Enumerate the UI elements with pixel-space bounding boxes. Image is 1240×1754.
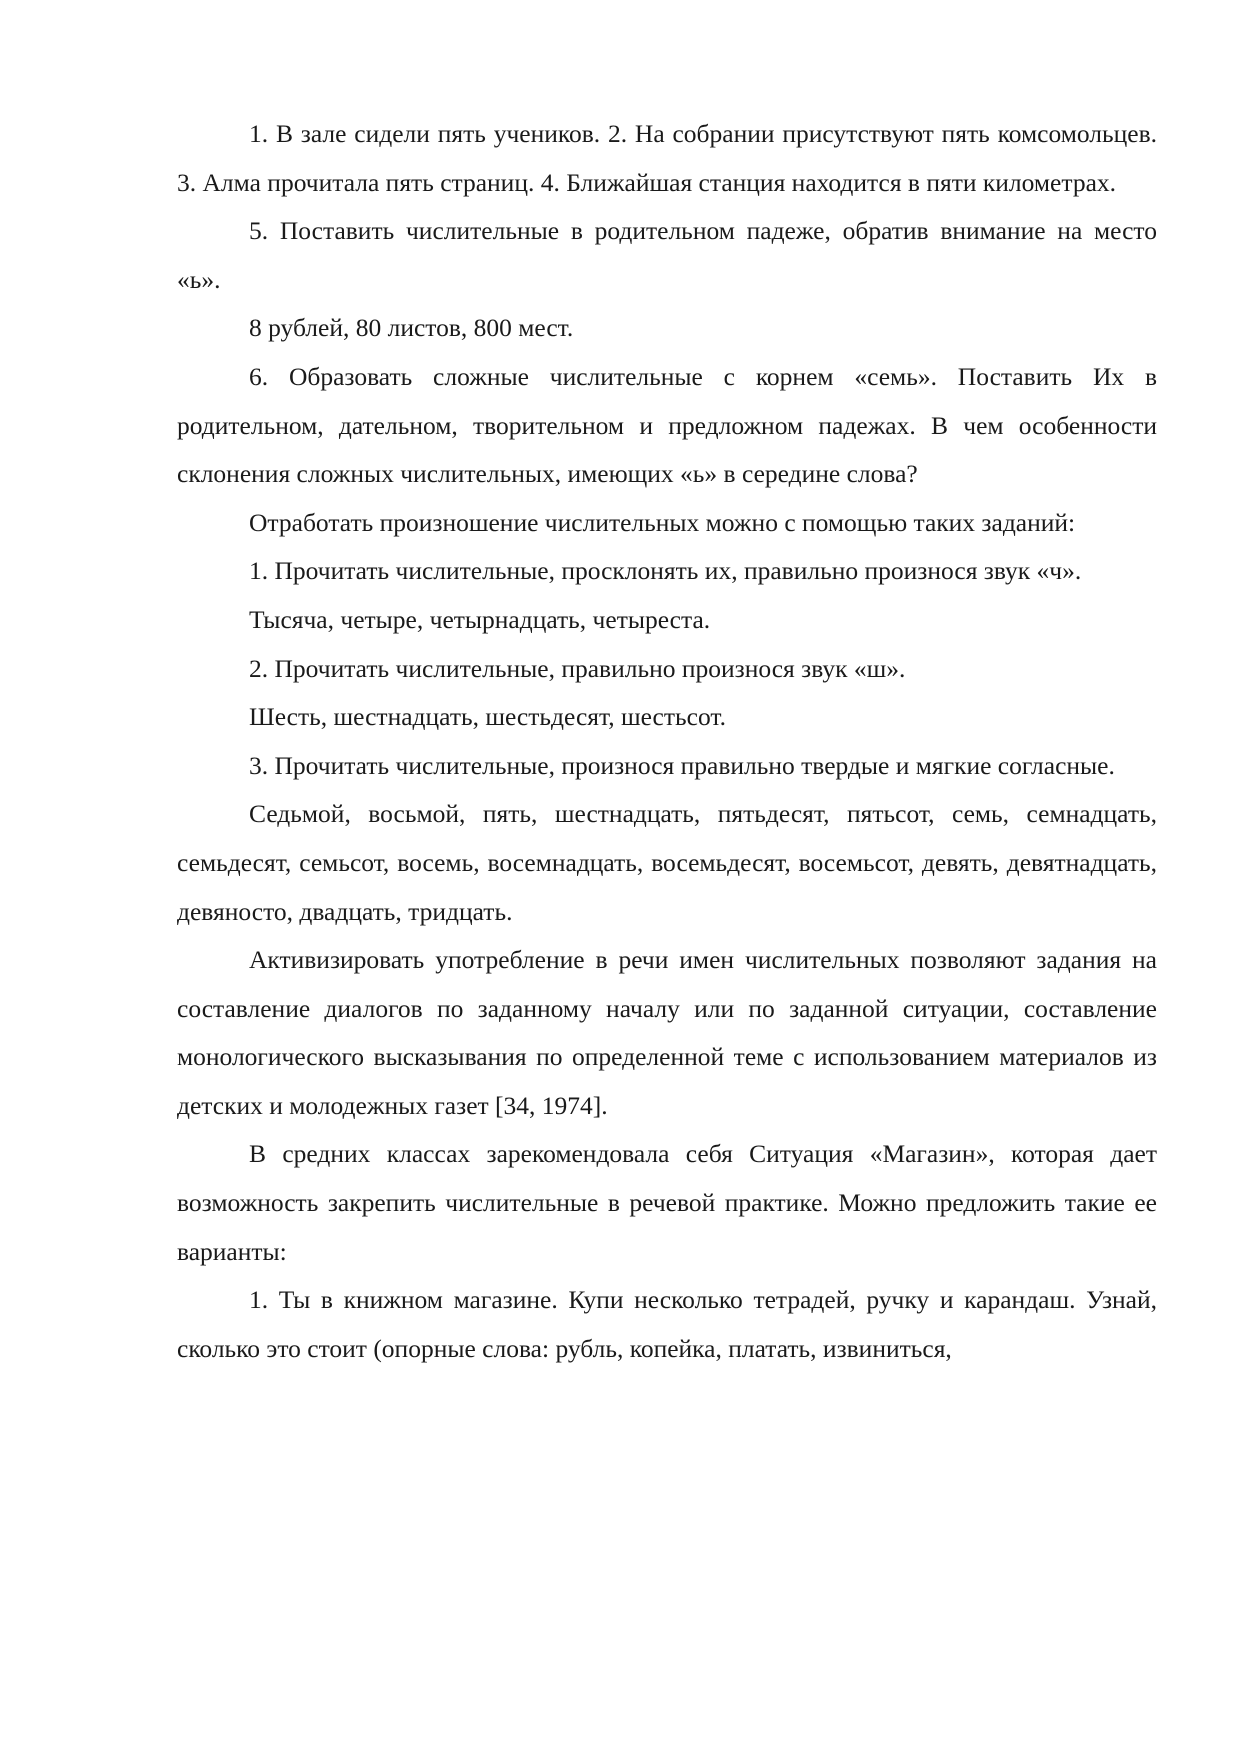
paragraph: 6. Образовать сложные числительные с корнем «семь». Поставить Их в родительном, дательном, творительном и предложном падежах. В чем особенности склонения сложных числительных, имеющих «ь» в середине слова? (177, 361, 1157, 489)
paragraph: Отработать произношение числительных можно с помощью таких заданий: (249, 507, 1076, 537)
paragraph: 1. Ты в книжном магазине. Купи несколько тетрадей, ручку и карандаш. Узнай, сколько это стоит (опорные слова: рубль, копейка, платать, извиниться, (177, 1285, 1157, 1363)
document-body (177, 110, 1157, 1373)
paragraph: Активизировать употребление в речи имен числительных позволяют задания на составление диалогов по заданному началу или по заданной ситуации, составление монологического высказывания по определенной теме с использованием материалов из детских и молодежных газет [34, 1974]. (177, 945, 1157, 1120)
paragraph: Тысяча, четыре, четырнадцать, четыреста. (249, 604, 711, 634)
paragraph: 1. Прочитать числительные, просклонять их, правильно произнося звук «ч». (249, 556, 1082, 586)
paragraph: 1. В зале сидели пять учеников. 2. На собрании присутствуют пять комсомольцев. 3. Алма прочитала пять страниц. 4. Ближайшая станция находится в пяти километрах. (177, 119, 1157, 197)
paragraph: Седьмой, восьмой, пять, шестнадцать, пятьдесят, пятьсот, семь, семнадцать, семьдесят, семьсот, восемь, восемнадцать, восемьдесят, восемьсот, девять, девятнадцать, девяносто, двадцать, тридцать. (177, 799, 1157, 926)
paragraph: 3. Прочитать числительные, произнося правильно твердые и мягкие согласные. (249, 750, 1115, 780)
paragraph: 8 рублей, 80 листов, 800 мест. (249, 313, 574, 343)
paragraph: 5. Поставить числительные в родительном падеже, обратив внимание на место «ь». (177, 216, 1157, 294)
paragraph: Шесть, шестнадцать, шестьдесят, шестьсот. (249, 702, 726, 732)
paragraph: В средних классах зарекомендовала себя Ситуация «Магазин», которая дает возможность закрепить числительные в речевой практике. Можно предложить такие ее варианты: (177, 1139, 1157, 1266)
paragraph: 2. Прочитать числительные, правильно произнося звук «ш». (249, 653, 906, 683)
